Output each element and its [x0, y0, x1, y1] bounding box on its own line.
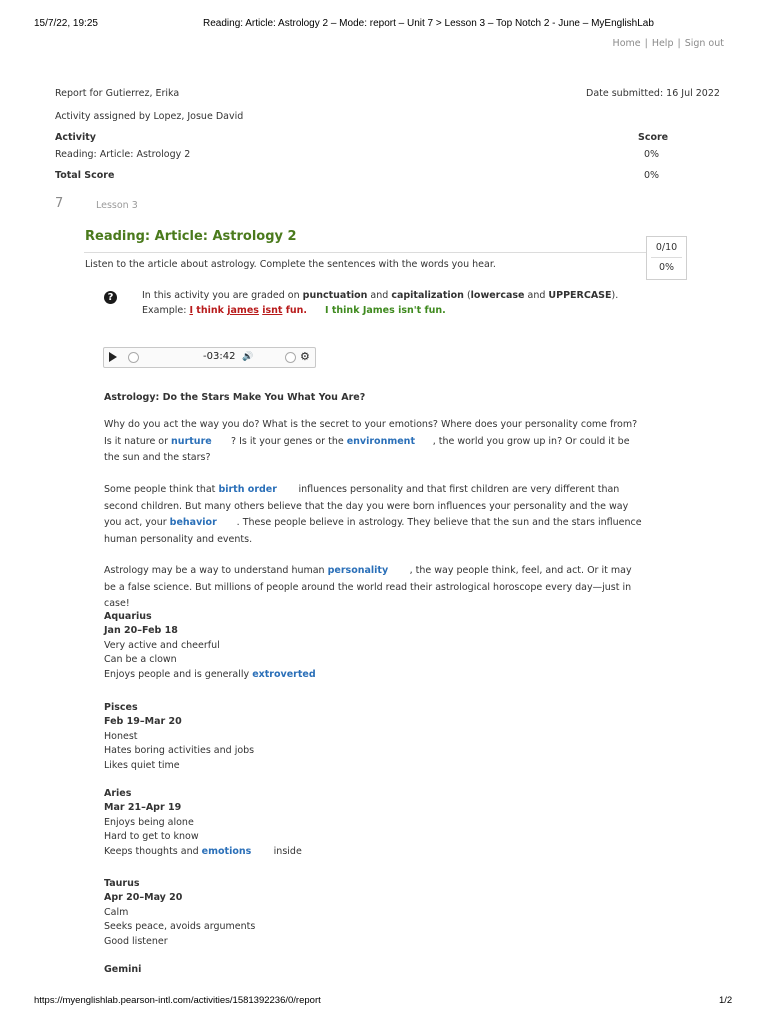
activity-column-header: Activity [55, 132, 96, 143]
article-paragraph-3 [104, 563, 644, 613]
grading-capitalization: capitalization [391, 290, 464, 301]
audio-player[interactable] [103, 347, 316, 368]
sign-aries [104, 787, 302, 859]
total-score-label: Total Score [55, 170, 115, 181]
paragraph-text: , the world you grow up in? Or could it be the sun and the stars? [104, 435, 630, 464]
sign-trait: Calm [104, 906, 129, 918]
answer-blank[interactable]: emotions [201, 845, 252, 857]
print-title: Reading: Article: Astrology 2 – Mode: report – Unit 7 > Lesson 3 – Top Notch 2 - June – MyEnglishLab [203, 18, 654, 29]
answer-blank[interactable]: environment [346, 435, 415, 447]
answer-blank[interactable]: extroverted [252, 668, 316, 680]
home-link[interactable]: Home [612, 38, 641, 49]
score-column-header: Score [638, 132, 669, 143]
answer-blank[interactable]: behavior [169, 517, 217, 529]
sign-name: Gemini [104, 964, 142, 975]
sign-trait-line [104, 668, 316, 682]
sign-trait: Likes quiet time [104, 759, 180, 771]
sign-out-link[interactable]: Sign out [684, 38, 724, 49]
example-label: Example: [142, 305, 190, 316]
wrong-token: I [189, 305, 193, 316]
activity-score: 0% [644, 149, 660, 160]
sign-dates: Jan 20–Feb 18 [104, 625, 178, 637]
paragraph-text: influences personality and that first children are very different than second children. But many others believe that the day you were born influences your personality and the way you act, your [104, 484, 629, 529]
grading-text: ). [611, 290, 619, 301]
sign-name: Pisces [104, 702, 138, 713]
answer-blank[interactable]: birth order [218, 484, 277, 495]
article-heading: Astrology: Do the Stars Make You What You Are? [104, 392, 366, 403]
sign-name: Aquarius [104, 611, 152, 622]
paragraph-text: Astrology may be a way to understand human [104, 565, 328, 576]
sign-pisces [104, 701, 254, 773]
assigned-by: Activity assigned by Lopez, Josue David [55, 111, 244, 122]
score-divider [651, 257, 682, 258]
sign-trait: Good listener [104, 935, 168, 947]
gear-icon[interactable]: ⚙ [300, 350, 310, 363]
grading-text: ( [463, 290, 471, 301]
sign-name: Aries [104, 788, 132, 799]
report-for: Report for Gutierrez, Erika [55, 88, 180, 99]
sign-gemini [104, 963, 141, 977]
link-separator: | [677, 38, 681, 49]
answer-blank[interactable]: personality [327, 565, 389, 576]
footer-url: https://myenglishlab.pearson-intl.com/activities/1581392236/0/report [34, 995, 321, 1006]
sign-aquarius [104, 610, 316, 682]
paragraph-text: ? Is it your genes or the [231, 435, 347, 447]
wrong-token: james [227, 305, 259, 316]
grading-uppercase: UPPERCASE [548, 290, 612, 301]
volume-icon[interactable]: 🔊 [242, 352, 254, 362]
wrong-token: think [192, 305, 228, 316]
sign-dates: Feb 19–Mar 20 [104, 716, 182, 728]
sign-taurus [104, 877, 255, 949]
activity-name: Reading: Article: Astrology 2 [55, 149, 191, 160]
example-wrong [189, 305, 307, 316]
grading-lowercase: lowercase [470, 290, 525, 301]
sign-name: Taurus [104, 878, 140, 889]
volume-knob[interactable] [285, 352, 296, 363]
score-box [646, 236, 687, 280]
total-score: 0% [644, 170, 660, 181]
article-paragraph-1 [104, 417, 644, 467]
footer-page: 1/2 [719, 995, 733, 1006]
paragraph-text: . These people believe in astrology. They believe that the sun and the stars influence human personality and events. [104, 517, 642, 546]
score-percent: 0% [658, 262, 675, 273]
sign-trait: Very active and cheerful [104, 639, 220, 651]
article-paragraph-2 [104, 482, 644, 549]
title-divider [84, 252, 646, 253]
instructions: Listen to the article about astrology. Complete the sentences with the words you hear. [85, 259, 496, 270]
play-icon[interactable] [109, 352, 117, 362]
paragraph-text: , the way people think, feel, and act. Or it may be a false science. But millions of people around the world read their astrological horoscope every day—just in case! [104, 565, 632, 610]
grading-punctuation: punctuation [302, 290, 368, 301]
help-link[interactable]: Help [651, 38, 674, 49]
sign-trait: Honest [104, 730, 138, 742]
link-separator: | [644, 38, 648, 49]
activity-title: Reading: Article: Astrology 2 [85, 229, 297, 244]
audio-time: -03:42 [203, 351, 236, 362]
wrong-token: fun. [282, 305, 308, 316]
sign-trait: Hates boring activities and jobs [104, 745, 255, 757]
progress-knob[interactable] [128, 352, 139, 363]
sign-trait: Enjoys people and is generally [104, 668, 253, 680]
answer-blank[interactable]: nurture [171, 435, 212, 447]
paragraph-text: Why do you act the way you do? What is the secret to your emotions? Where does your personality come from? Is it nature or [104, 419, 638, 447]
sign-trait: inside [273, 845, 302, 857]
lesson-number: 7 [55, 196, 64, 211]
grading-text: and [524, 290, 549, 301]
grading-note [142, 288, 618, 318]
sign-dates: Apr 20–May 20 [104, 892, 183, 904]
sign-trait: Enjoys being alone [104, 816, 194, 828]
paragraph-text: Some people think that [104, 484, 219, 495]
date-submitted: Date submitted: 16 Jul 2022 [586, 88, 720, 99]
print-datetime: 15/7/22, 19:25 [34, 18, 98, 29]
sign-trait-line [104, 845, 302, 859]
help-icon[interactable]: ? [104, 291, 117, 304]
grading-text: In this activity you are graded on [142, 290, 303, 301]
example-correct: I think James isn't fun. [325, 305, 446, 316]
grading-note-line [142, 288, 618, 303]
score-fraction: 0/10 [655, 242, 678, 253]
sign-dates: Mar 21–Apr 19 [104, 802, 182, 814]
top-links [613, 38, 724, 49]
grading-text: and [367, 290, 392, 301]
sign-trait: Seeks peace, avoids arguments [104, 921, 256, 933]
sign-trait: Can be a clown [104, 654, 177, 666]
sign-trait: Hard to get to know [104, 831, 199, 843]
wrong-token: isnt [262, 305, 283, 316]
sign-trait: Keeps thoughts and [104, 845, 202, 857]
grading-example [142, 303, 618, 318]
lesson-label: Lesson 3 [96, 200, 138, 211]
